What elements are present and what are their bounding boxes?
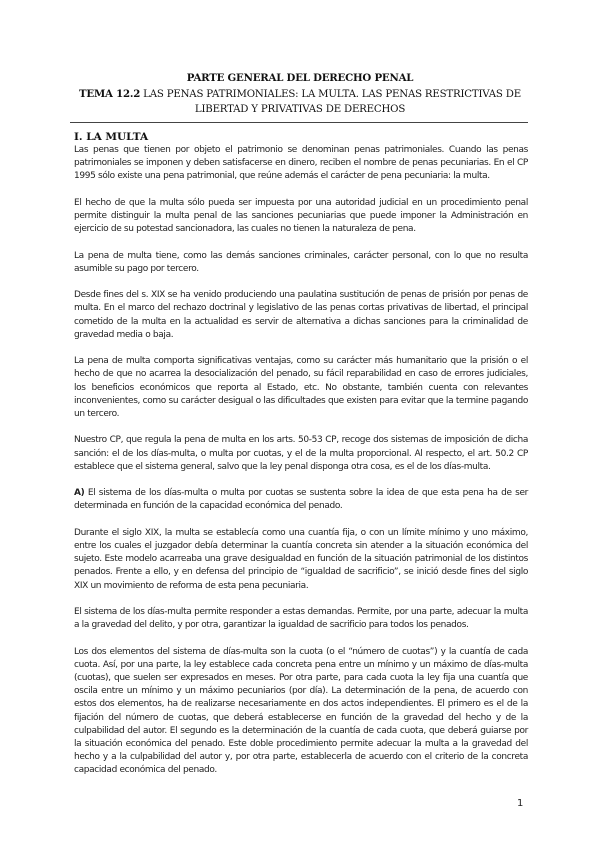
- document-header: [70, 71, 530, 118]
- paragraph: Nuestro CP, que regula la pena de multa en los arts. 50-53 CP, recoge dos sistemas de imposición de dicha sanción: el de los días-multa, o multa por cuotas, y el de la multa proporcional. Al respecto, el art. 50.2 CP establece que el sistema general, salvo que la ley penal disponga otra cosa, es el de los días-multa.: [74, 435, 528, 472]
- paragraph-a-label: A): [74, 488, 85, 499]
- paragraph: Las penas que tienen por objeto el patrimonio se denominan penas patrimoniales. Cuando las penas patrimoniales se imponen y deben satisfacerse en dinero, reciben el nombre de penas pecuniarias. En el CP 1995 sólo existe una pena patrimonial, que reúne además el carácter de pena pecuniaria: la multa.: [74, 145, 528, 182]
- section-title: I. LA MULTA: [74, 131, 149, 143]
- paragraph: Los dos elementos del sistema de días-multa son la cuota (o el “número de cuotas”) y la cuantía de cada cuota. Así, por una parte, la ley establece cada concreta pena entre un mínimo y un máximo de días-multa (cuotas), que suelen ser expresados en meses. Por otra parte, para cada cuota la ley fija una cuantía que oscila entre un mínimo y un máximo pecuniarios (por día). La determinación de la pena, de acuerdo con estos dos elementos, ha de realizarse necesariamente en dos actos independientes. El primero es el de la fijación del número de cuotas, que deberá establecerse en función de la gravedad del hecho y de la culpabilidad del autor. El segundo es la determinación de la cuantía de cada cuota, que deberá guiarse por la situación económica del penado. Este doble procedimiento permite adecuar la multa a la gravedad del hecho y a la culpabilidad del autor y, por otra parte, establecerla de acuerdo con el criterio de la concreta capacidad económica del penado.: [74, 646, 528, 776]
- course-title: PARTE GENERAL DEL DERECHO PENAL: [186, 72, 414, 84]
- paragraph: La pena de multa tiene, como las demás sanciones criminales, carácter personal, con lo que no resulta asumible su pago por tercero.: [74, 250, 528, 274]
- paragraph: Durante el siglo XIX, la multa se establecía como una cuantía fija, o con un límite mínimo y uno máximo, entre los cuales el juzgador debía determinar la cuantía concreta sin atender a la situación económica del sujeto. Este modelo acarreaba una grave desigualdad en función de la situación patrimonial de los distintos penados. Frente a ello, y en defensa del principio de “igualdad de sacrificio”, se inició desde fines del siglo XIX un movimiento de reforma de esta pena pecuniaria.: [74, 527, 528, 591]
- document-body: [74, 130, 528, 791]
- paragraph: Desde fines del s. XIX se ha venido produciendo una paulatina sustitución de penas de prisión por penas de multa. En el marco del rechazo doctrinal y legislativo de las penas cortas privativas de libertad, el principal cometido de la multa en la actualidad es servir de alternativa a dichas sanciones para la criminalidad de gravedad media o baja.: [74, 290, 528, 340]
- paragraph: El hecho de que la multa sólo pueda ser impuesta por una autoridad judicial en un procedimiento penal permite distinguir la multa penal de las sanciones pecuniarias que puede imponer la Administración en ejercicio de su potestad sancionadora, las cuales no tienen la naturaleza de pena.: [74, 197, 528, 235]
- topic-title: [70, 87, 530, 118]
- topic-label: TEMA 12.2: [79, 87, 141, 100]
- page-number: 1: [517, 798, 524, 809]
- topic-heading: LAS PENAS PATRIMONIALES: LA MULTA. LAS PENAS RESTRICTIVAS DE LIBERTAD Y PRIVATIVAS DE DERECHOS: [140, 88, 521, 115]
- paragraph: El sistema de los días-multa permite responder a estas demandas. Permite, por una parte, adecuar la multa a la gravedad del delito, y por otra, garantizar la igualdad de sacrificio para todos los penados.: [74, 606, 528, 631]
- paragraph-a-text: El sistema de los días-multa o multa por cuotas se sustenta sobre la idea de que esta pena ha de ser determinada en función de la capacidad económica del penado.: [74, 488, 528, 512]
- paragraph-a: [74, 487, 528, 513]
- header-divider: [70, 122, 528, 123]
- paragraph: La pena de multa comporta significativas ventajas, como su carácter más humanitario que la prisión o el hecho de que no acarrea la desocialización del penado, su fácil reparabilidad en caso de errores judiciales, los beneficios económicos que reporta al Estado, etc. No obstante, también cuenta con relevantes inconvenientes, como su carácter desigual o las dificultades que existen para evitar que la termine pagando un tercero.: [74, 356, 528, 419]
